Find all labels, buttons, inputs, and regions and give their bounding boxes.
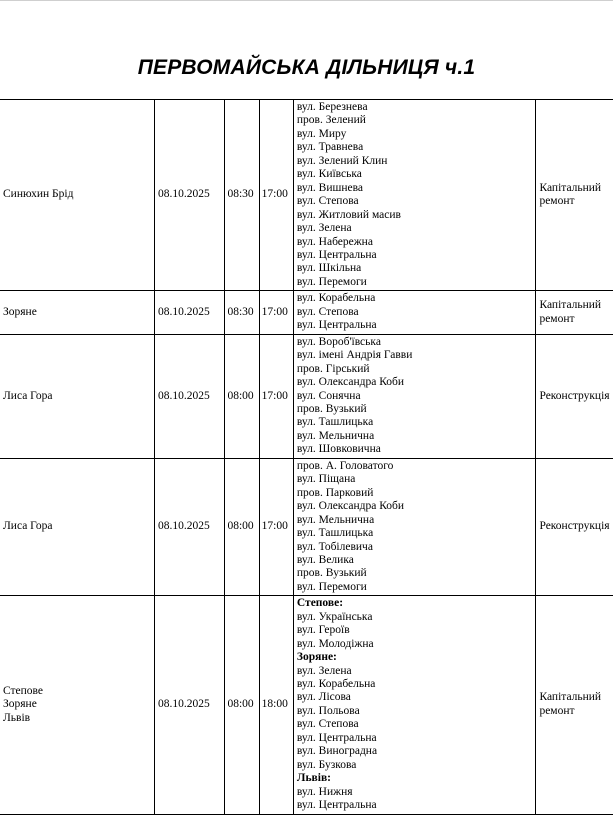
street-name: вул. Центральна <box>296 731 377 744</box>
table-row <box>0 100 613 291</box>
street-name: вул. Сонячна <box>296 389 361 402</box>
settlement-name: Лиса Гора <box>3 520 53 533</box>
end-time-cell: 18:00 <box>259 596 293 814</box>
street-name: вул. Степова <box>296 305 359 318</box>
start-time-cell: 08:30 <box>225 291 259 334</box>
street-name: вул. Піщана <box>296 473 356 486</box>
street-name: вул. Олександра Коби <box>296 376 405 389</box>
end-time-cell: 17:00 <box>259 291 293 334</box>
street-name: вул. Центральна <box>296 248 377 261</box>
date-cell: 08.10.2025 <box>155 458 225 596</box>
end-time-cell: 17:00 <box>259 334 293 458</box>
street-name: пров. Зелений <box>296 114 366 127</box>
schedule-table-body <box>0 100 613 815</box>
start-time-cell: 08:00 <box>225 334 259 458</box>
streets-cell <box>293 100 536 291</box>
street-name: вул. імені Андрія Гавви <box>296 349 413 362</box>
work-type-text: ремонт <box>539 195 575 208</box>
street-name: вул. Степова <box>296 195 359 208</box>
street-name: вул. Житловий масив <box>296 208 401 221</box>
street-name: вул. Нижня <box>296 785 353 798</box>
work-type-text: Капітальний <box>539 299 602 312</box>
street-name: вул. Корабельна <box>296 292 376 305</box>
street-name: вул. Центральна <box>296 319 377 332</box>
end-time-cell: 17:00 <box>259 458 293 596</box>
street-name: вул. Травнева <box>296 141 364 154</box>
work-type-cell <box>536 291 613 334</box>
street-name: вул. Перемоги <box>296 580 367 593</box>
work-type-text: Капітальний <box>539 691 602 704</box>
street-name: вул. Ташлицька <box>296 416 374 429</box>
table-row <box>0 596 613 814</box>
settlement-cell <box>0 334 155 458</box>
street-name: вул. Лісова <box>296 691 351 704</box>
street-name: вул. Ташлицька <box>296 527 374 540</box>
street-name: вул. Тобілевича <box>296 540 373 553</box>
settlement-subheading: Зоряне: <box>296 651 337 664</box>
street-name: вул. Набережна <box>296 235 373 248</box>
street-name: пров. Вузький <box>296 402 367 415</box>
street-name: вул. Центральна <box>296 799 377 812</box>
work-type-text: ремонт <box>539 704 575 717</box>
document-title: ПЕРВОМАЙСЬКА ДІЛЬНИЦЯ ч.1 <box>137 56 476 79</box>
streets-cell <box>293 291 536 334</box>
settlement-subheading: Львів: <box>296 772 331 785</box>
page-top-rule <box>0 0 613 1</box>
street-name: вул. Корабельна <box>296 678 376 691</box>
settlement-cell <box>0 100 155 291</box>
street-name: вул. Польова <box>296 704 360 717</box>
work-type-text: Реконструкція <box>539 520 610 533</box>
settlement-cell <box>0 458 155 596</box>
settlement-name: Синюхин Брід <box>3 188 74 201</box>
streets-cell <box>293 458 536 596</box>
street-name: вул. Велика <box>296 553 354 566</box>
work-type-text: Реконструкція <box>539 389 610 402</box>
work-type-cell <box>536 458 613 596</box>
street-name: вул. Українська <box>296 610 373 623</box>
settlement-name: Львів <box>3 711 31 724</box>
date-cell: 08.10.2025 <box>155 291 225 334</box>
settlement-name: Лиса Гора <box>3 389 53 402</box>
street-name: пров. Гірський <box>296 362 370 375</box>
street-name: вул. Вороб'ївська <box>296 335 381 348</box>
settlement-cell <box>0 596 155 814</box>
table-row <box>0 458 613 596</box>
street-name: пров. А. Головатого <box>296 459 394 472</box>
settlement-name: Степове <box>3 684 44 697</box>
start-time-cell: 08:30 <box>225 100 259 291</box>
street-name: вул. Виноградна <box>296 745 378 758</box>
work-type-text: Капітальний <box>539 181 602 194</box>
street-name: вул. Зелена <box>296 222 352 235</box>
street-name: вул. Перемоги <box>296 275 367 288</box>
streets-cell <box>293 334 536 458</box>
work-type-text: ремонт <box>539 312 575 325</box>
start-time-cell: 08:00 <box>225 596 259 814</box>
outage-schedule-table <box>0 99 613 815</box>
street-name: вул. Олександра Коби <box>296 500 405 513</box>
street-name: вул. Шовковична <box>296 443 381 456</box>
settlement-name: Зоряне <box>3 698 37 711</box>
street-name: пров. Вузький <box>296 567 367 580</box>
date-cell: 08.10.2025 <box>155 596 225 814</box>
street-name: вул. Київська <box>296 168 362 181</box>
work-type-cell <box>536 100 613 291</box>
street-name: вул. Зелений Клин <box>296 154 388 167</box>
table-row <box>0 291 613 334</box>
street-name: вул. Степова <box>296 718 359 731</box>
street-name: вул. Шкільна <box>296 262 362 275</box>
settlement-subheading: Степове: <box>296 597 344 610</box>
date-cell: 08.10.2025 <box>155 334 225 458</box>
table-row <box>0 334 613 458</box>
date-cell: 08.10.2025 <box>155 100 225 291</box>
street-name: вул. Мельнична <box>296 513 375 526</box>
start-time-cell: 08:00 <box>225 458 259 596</box>
street-name: вул. Вишнева <box>296 181 363 194</box>
work-type-cell <box>536 596 613 814</box>
street-name: пров. Парковий <box>296 486 374 499</box>
street-name: вул. Зелена <box>296 664 352 677</box>
street-name: вул. Березнева <box>296 101 368 113</box>
street-name: вул. Героїв <box>296 624 350 637</box>
street-name: вул. Мельнична <box>296 429 375 442</box>
streets-cell <box>293 596 536 814</box>
settlement-cell <box>0 291 155 334</box>
work-type-cell <box>536 334 613 458</box>
end-time-cell: 17:00 <box>259 100 293 291</box>
street-name: вул. Миру <box>296 127 347 140</box>
street-name: вул. Молодіжна <box>296 637 374 650</box>
street-name: вул. Бузкова <box>296 758 357 771</box>
settlement-name: Зоряне <box>3 305 37 318</box>
